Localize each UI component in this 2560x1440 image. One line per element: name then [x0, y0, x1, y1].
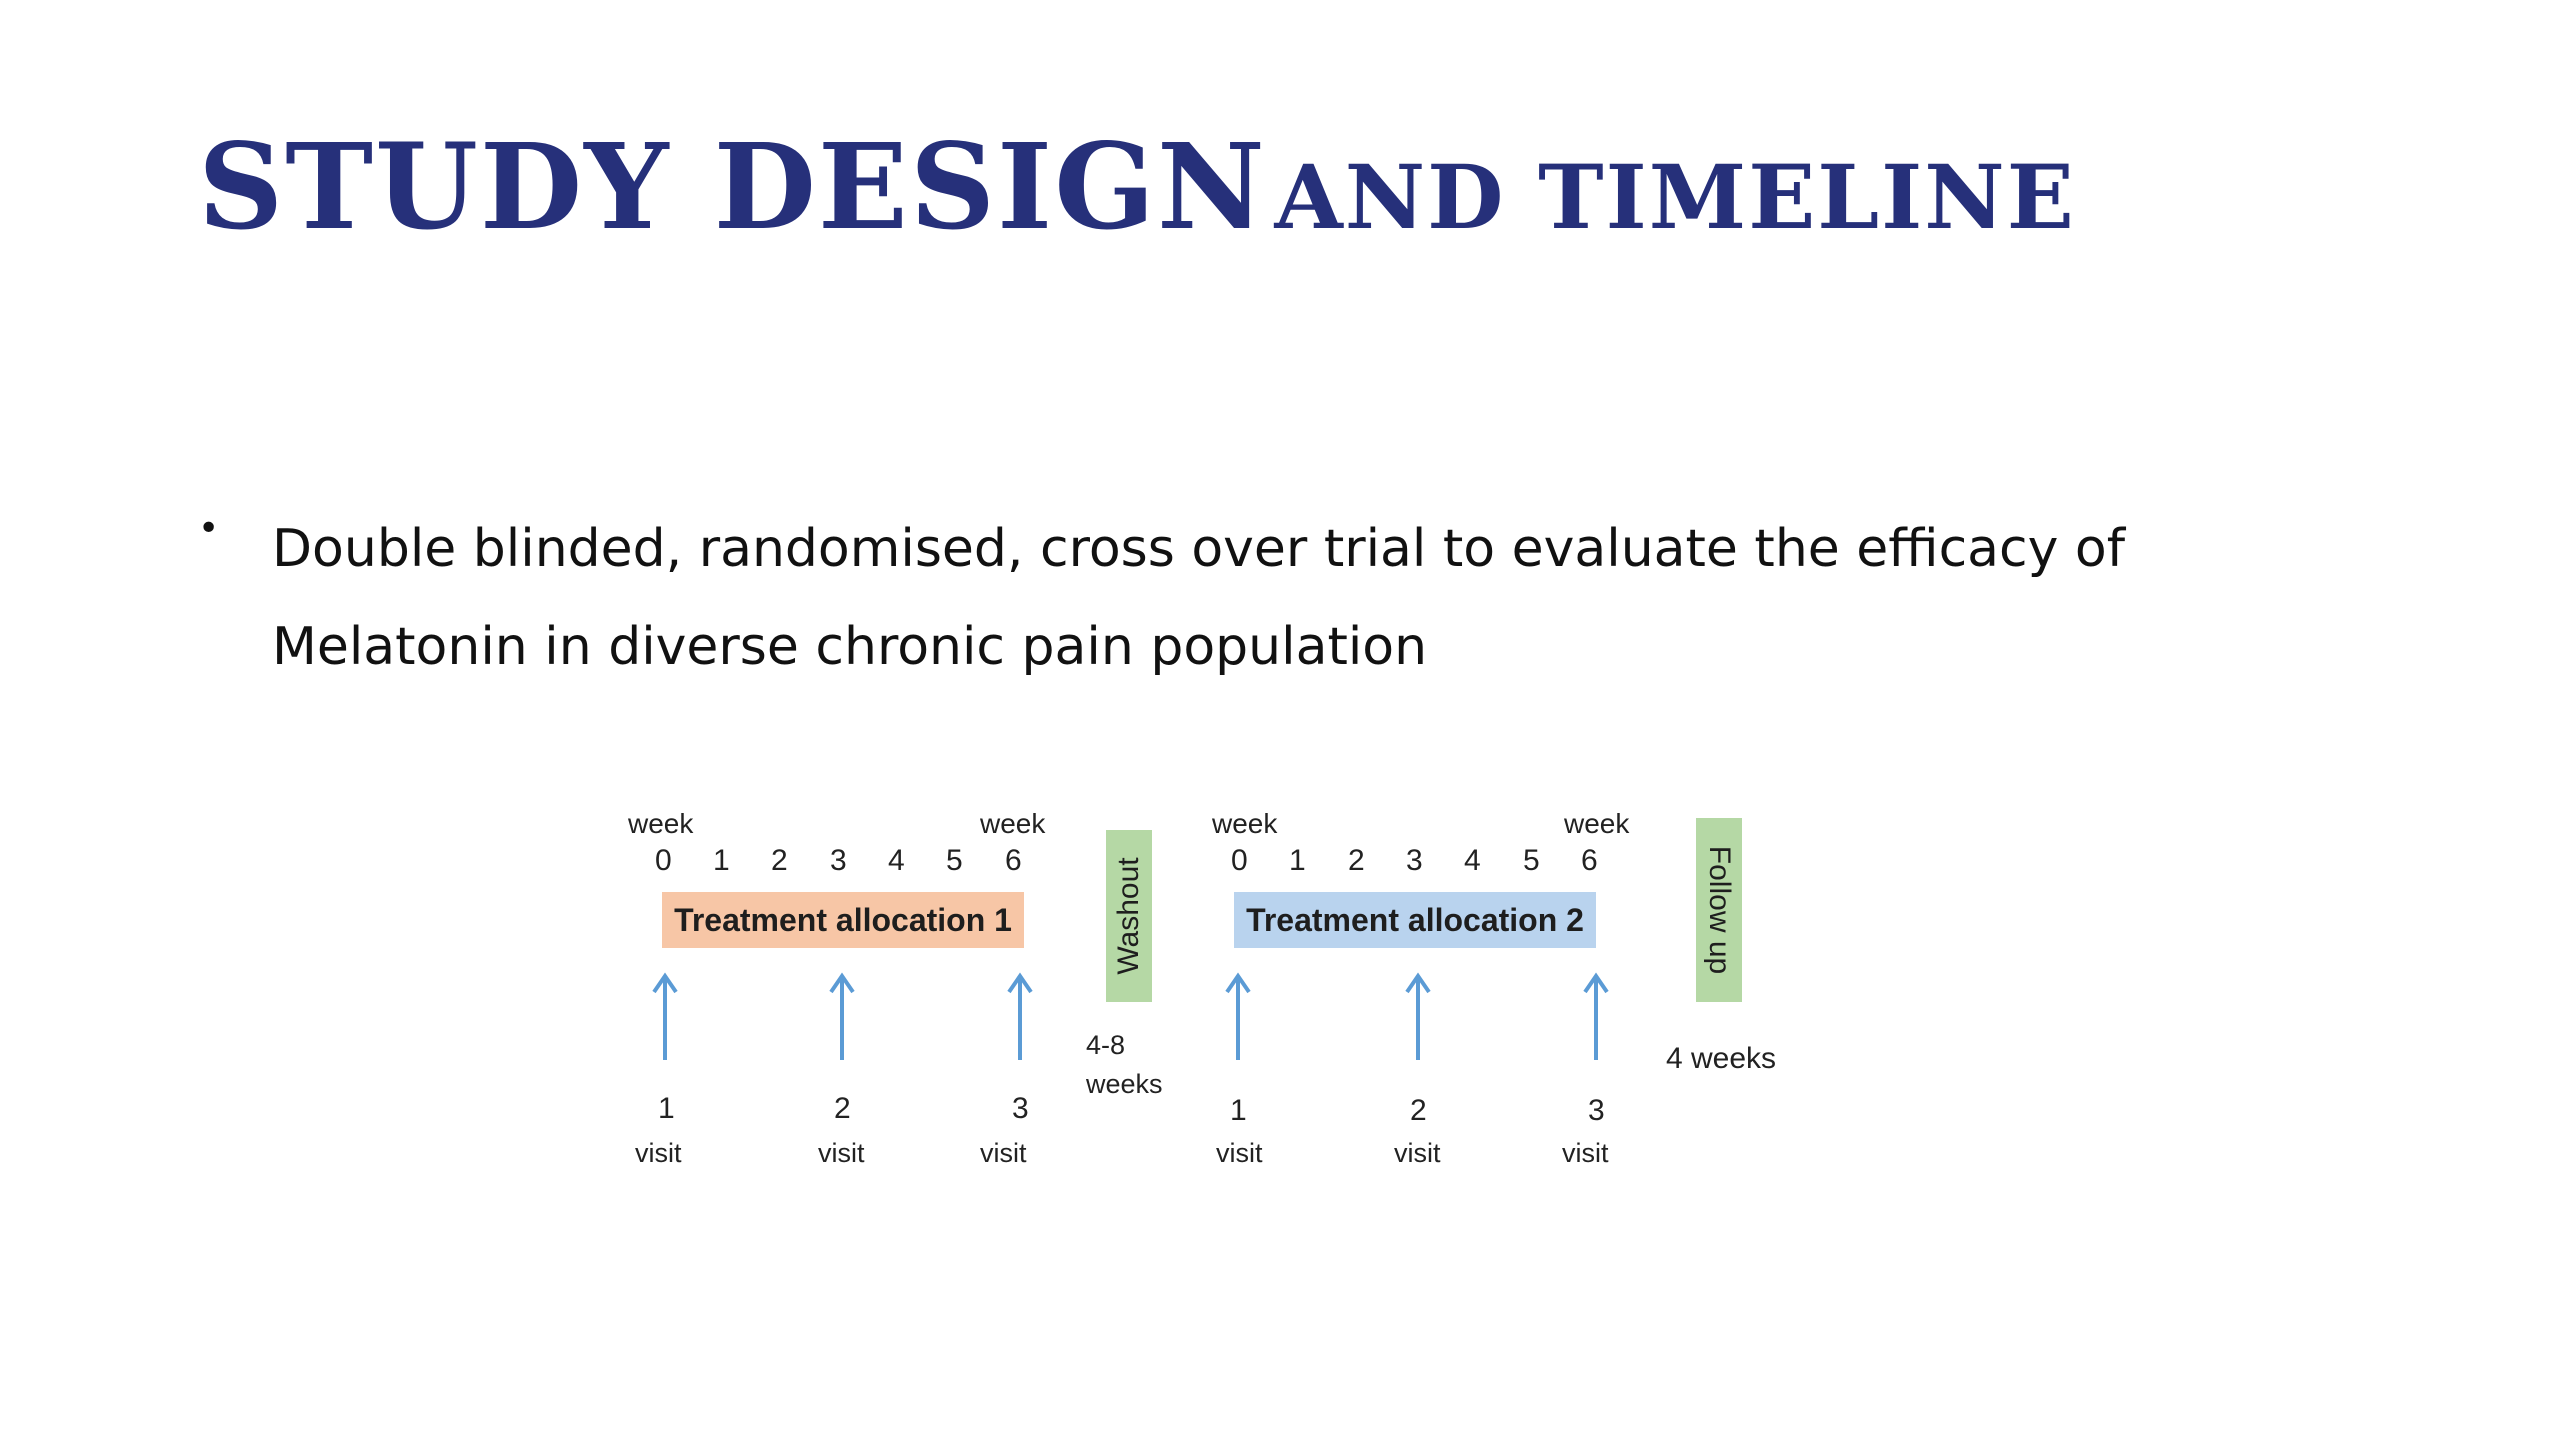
- visit-number: 2: [1410, 1094, 1427, 1127]
- washout-duration: 4-8 weeks: [1086, 1030, 1163, 1099]
- week-number: 0: [655, 844, 672, 877]
- week-label-end-1: week: [980, 808, 1046, 839]
- follow-up-box: [1696, 818, 1742, 1002]
- week-number: 1: [1289, 844, 1306, 877]
- study-timeline-diagram: [600, 800, 1800, 1200]
- week-number: 4: [1464, 844, 1481, 877]
- bullet-text: Double blinded, randomised, cross over trial to evaluate the efficacy of Melatonin in diverse chronic pain population: [272, 519, 2126, 677]
- treatment-allocation-1-box: Treatment allocation 1: [662, 892, 1024, 948]
- week-label-end-2: week: [1564, 808, 1630, 839]
- visit-arrow-icon: [1005, 972, 1035, 1062]
- title-part-1: STUDY DESIGN: [198, 117, 1267, 256]
- week-number: 0: [1231, 844, 1248, 877]
- week-number: 5: [1523, 844, 1540, 877]
- visit-label: visit: [635, 1138, 682, 1168]
- visit-number: 1: [658, 1092, 675, 1125]
- week-number: 4: [888, 844, 905, 877]
- visit-label: visit: [980, 1138, 1027, 1168]
- visit-arrow-icon: [827, 972, 857, 1062]
- visit-number: 3: [1588, 1094, 1605, 1127]
- visit-arrow-icon: [1223, 972, 1253, 1062]
- week-number: 3: [830, 844, 847, 877]
- washout-box: [1106, 830, 1152, 1002]
- visit-label: visit: [818, 1138, 865, 1168]
- week-number: 2: [771, 844, 788, 877]
- title-part-2: AND TIMELINE: [1274, 145, 2076, 249]
- visit-label: visit: [1216, 1138, 1263, 1168]
- visit-arrow-icon: [1403, 972, 1433, 1062]
- page-title: [198, 117, 2076, 256]
- week-number: 2: [1348, 844, 1365, 877]
- washout-label: Washout: [1112, 857, 1145, 975]
- week-number: 1: [713, 844, 730, 877]
- week-label-start-1: week: [628, 808, 694, 839]
- week-number: 6: [1005, 844, 1022, 877]
- visit-arrow-icon: [1581, 972, 1611, 1062]
- bullet-marker: •: [198, 508, 220, 549]
- follow-up-duration: 4 weeks: [1666, 1042, 1777, 1075]
- visit-number: 3: [1012, 1092, 1029, 1125]
- visit-number: 1: [1230, 1094, 1247, 1127]
- treatment-allocation-2-box: Treatment allocation 2: [1234, 892, 1596, 948]
- visit-label: visit: [1394, 1138, 1441, 1168]
- visit-arrow-icon: [650, 972, 680, 1062]
- week-number: 3: [1406, 844, 1423, 877]
- visit-number: 2: [834, 1092, 851, 1125]
- week-number: 6: [1581, 844, 1598, 877]
- week-label-start-2: week: [1212, 808, 1278, 839]
- week-number: 5: [946, 844, 963, 877]
- follow-up-label: Follow up: [1703, 845, 1736, 975]
- visit-label: visit: [1562, 1138, 1609, 1168]
